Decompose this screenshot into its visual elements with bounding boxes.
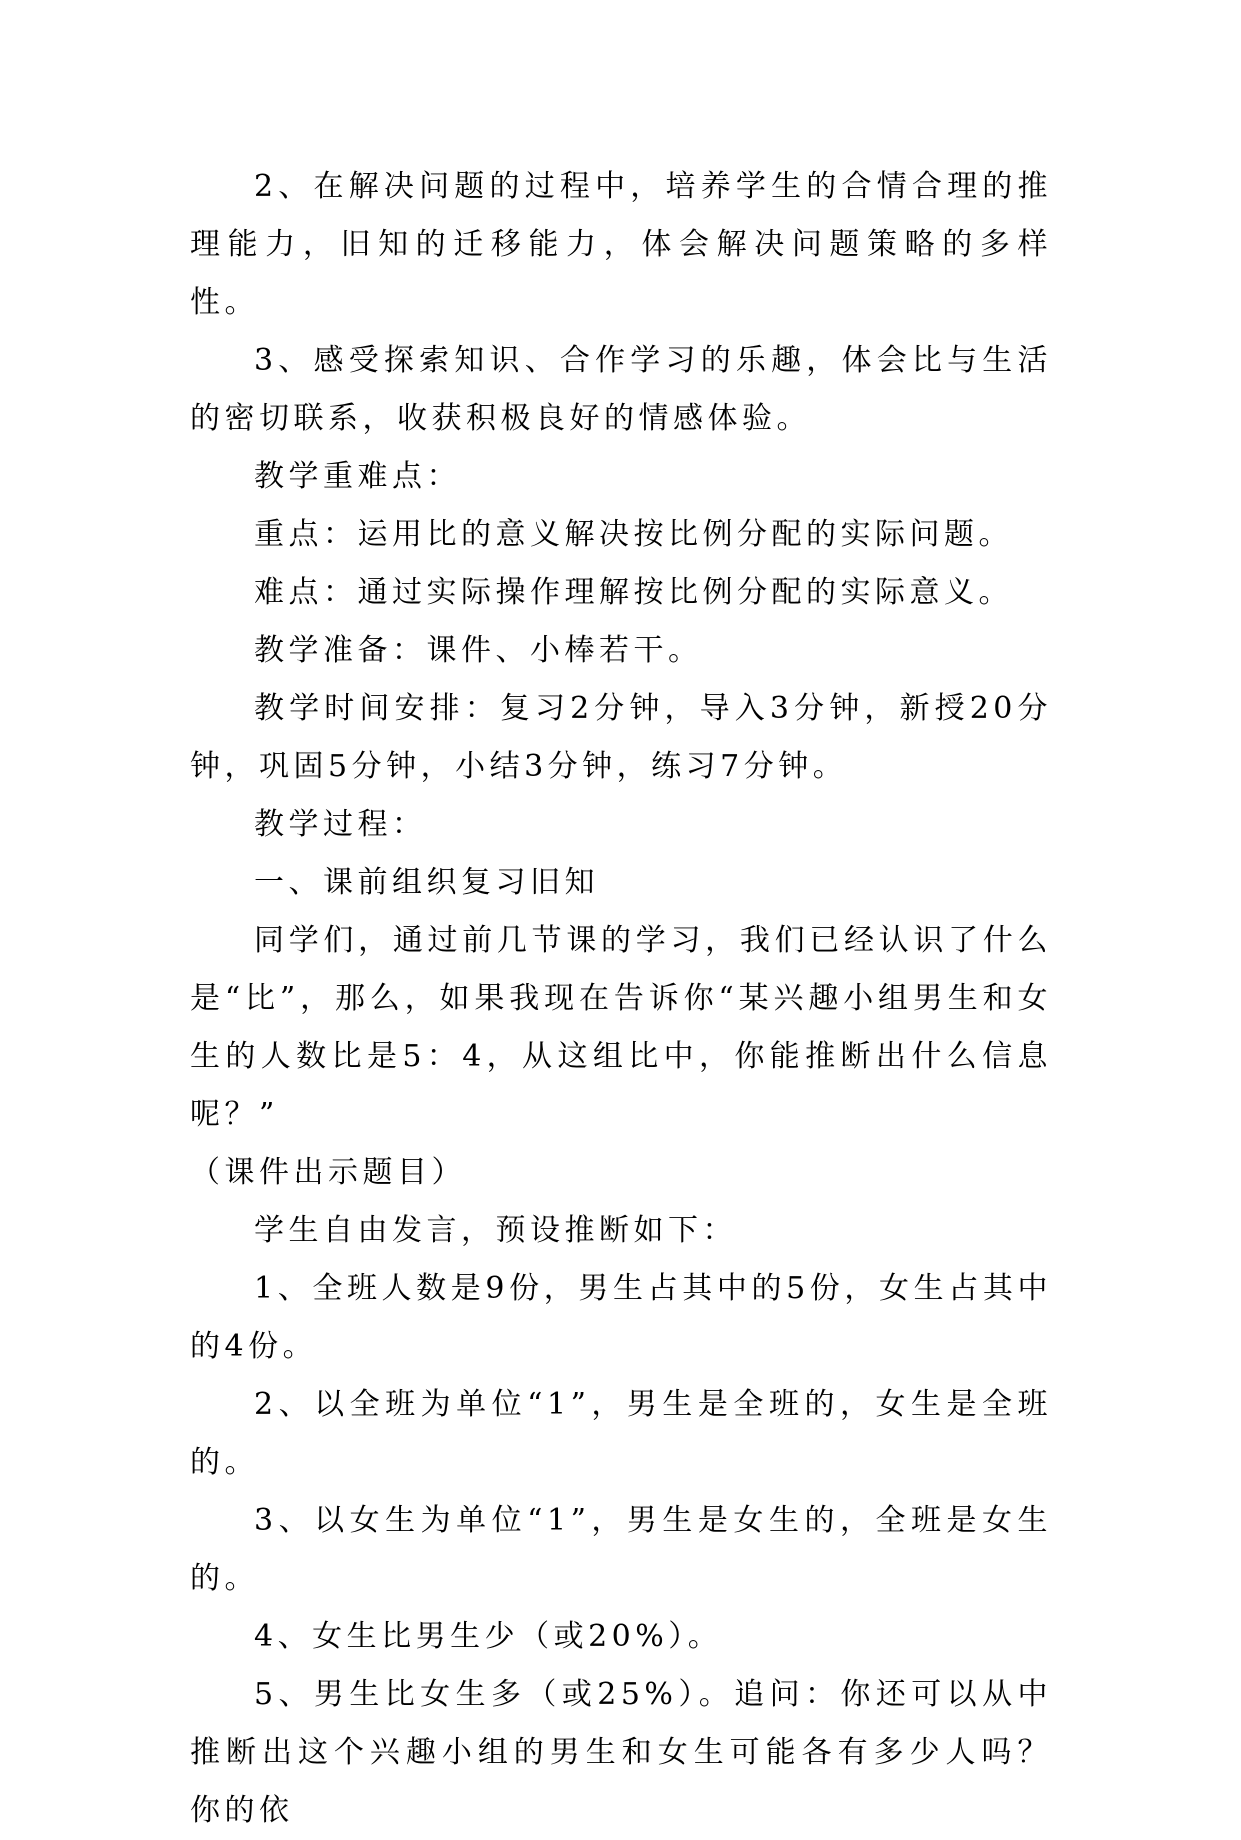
paragraph-goal-2: 2、在解决问题的过程中，培养学生的合情合理的推理能力，旧知的迁移能力，体会解决问题策略的多样性。 xyxy=(190,169,1052,320)
heading-section-1: 一、课前组织复习旧知 xyxy=(254,865,599,900)
paragraph-preparation: 教学准备：课件、小棒若干。 xyxy=(254,633,703,668)
heading-teaching-process: 教学过程： xyxy=(254,807,427,842)
paragraph-inference-2: 2、以全班为单位“1”，男生是全班的，女生是全班的。 xyxy=(190,1387,1052,1480)
paragraph-inference-4: 4、女生比男生少（或20%）。 xyxy=(254,1619,723,1654)
paragraph-time-arrangement: 教学时间安排：复习2分钟，导入3分钟，新授20分钟，巩固5分钟，小结3分钟，练习7分钟。 xyxy=(190,691,1052,784)
document-page xyxy=(190,158,1052,1840)
paragraph-difficult-point: 难点：通过实际操作理解按比例分配的实际意义。 xyxy=(254,575,1013,610)
paragraph-goal-3: 3、感受探索知识、合作学习的乐趣，体会比与生活的密切联系，收获积极良好的情感体验。 xyxy=(190,343,1052,436)
paragraph-inference-5: 5、男生比女生多（或25%）。追问：你还可以从中推断出这个兴趣小组的男生和女生可能各有多少人吗？你的依 xyxy=(190,1677,1052,1828)
paragraph-intro-question: 同学们，通过前几节课的学习，我们已经认识了什么是“比”，那么，如果我现在告诉你“某兴趣小组男生和女生的人数比是5：4，从这组比中，你能推断出什么信息呢？” xyxy=(190,923,1052,1132)
paragraph-key-point: 重点：运用比的意义解决按比例分配的实际问题。 xyxy=(254,517,1013,552)
paragraph-inference-1: 1、全班人数是9份，男生占其中的5份，女生占其中的4份。 xyxy=(190,1271,1052,1364)
paragraph-student-speech: 学生自由发言，预设推断如下： xyxy=(254,1213,737,1248)
paragraph-inference-3: 3、以女生为单位“1”，男生是女生的，全班是女生的。 xyxy=(190,1503,1052,1596)
heading-key-difficult-points: 教学重难点： xyxy=(254,459,461,494)
paragraph-courseware-note: （课件出示题目） xyxy=(190,1155,466,1190)
